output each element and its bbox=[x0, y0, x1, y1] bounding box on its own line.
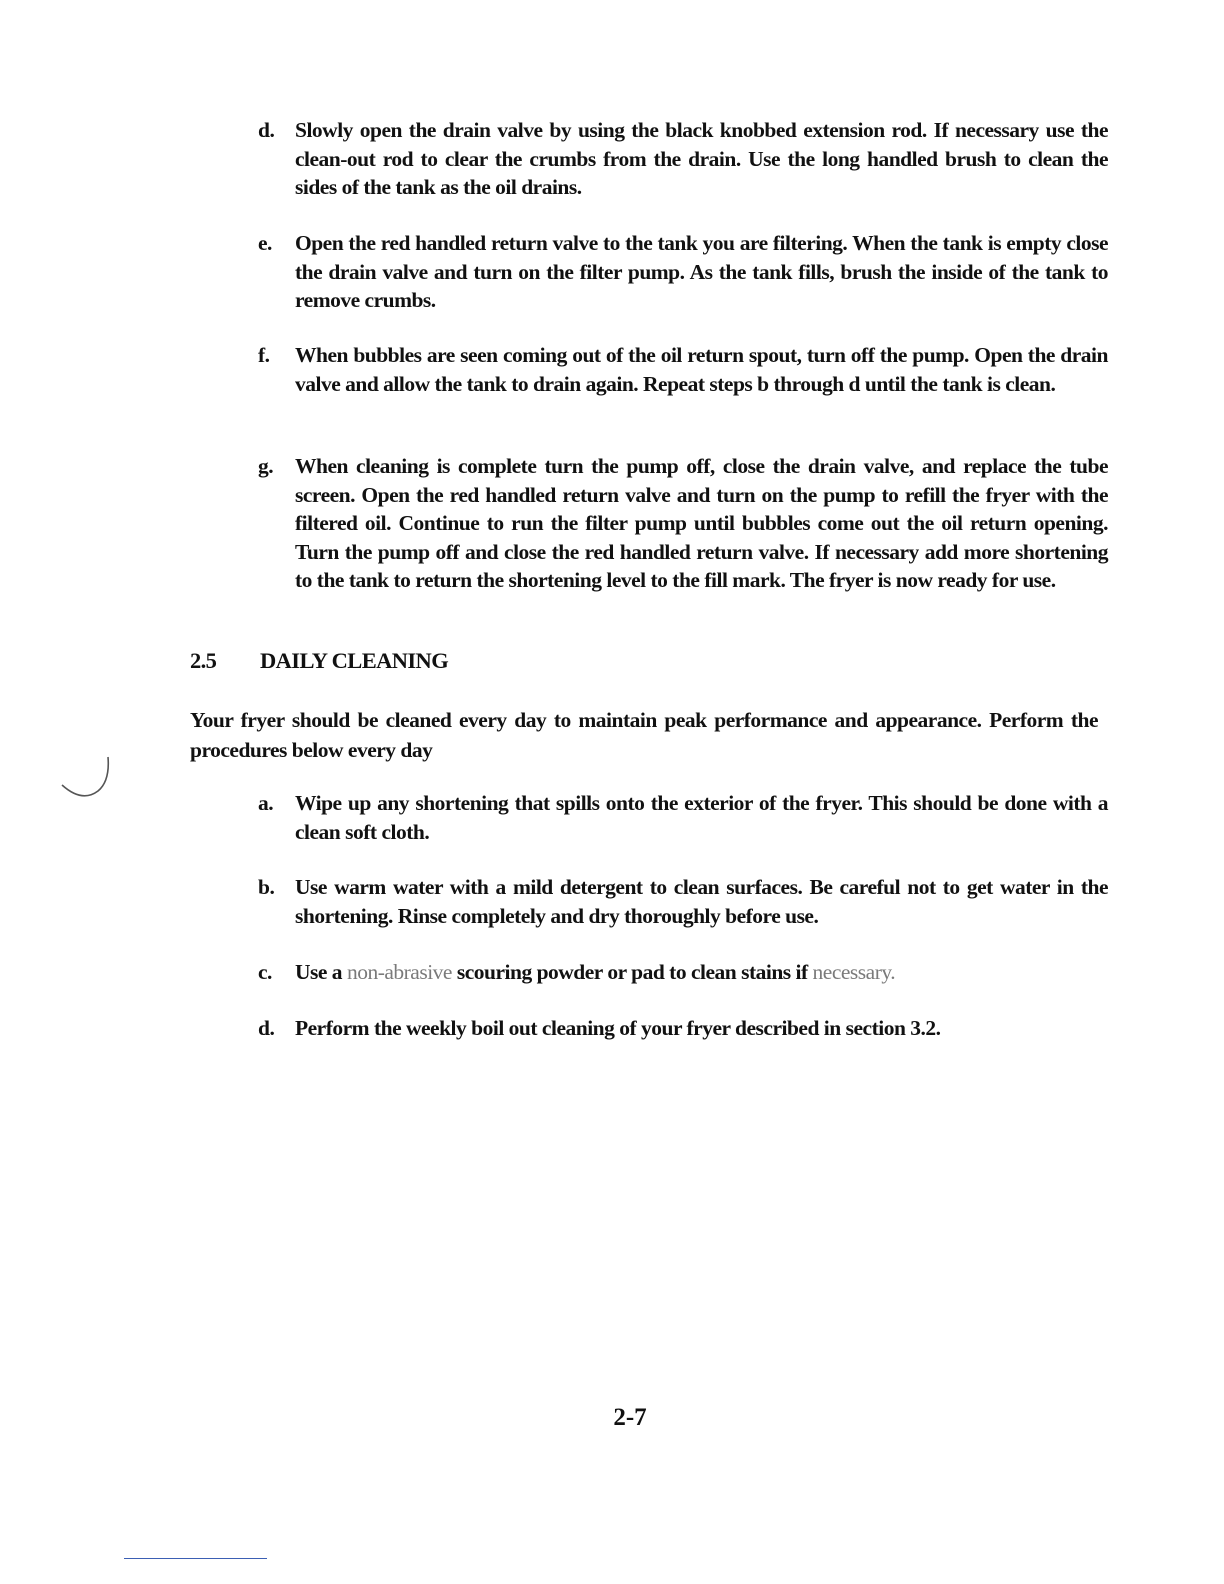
step-g-cleaning-complete bbox=[258, 452, 1108, 595]
step-d-drain-valve bbox=[258, 116, 1108, 202]
step-marker: c. bbox=[258, 960, 272, 984]
step-e-return-valve bbox=[258, 229, 1108, 315]
step-text-part: Use a bbox=[295, 960, 347, 984]
step-marker: f. bbox=[258, 343, 270, 367]
step-marker: a. bbox=[258, 791, 274, 815]
step-text-faded: non-abrasive bbox=[346, 960, 452, 984]
step-marker: d. bbox=[258, 118, 275, 142]
step-text: Slowly open the drain valve by using the black knobbed extension rod. If necessary use the clean-out rod to clear the crumbs from the drain. Use the long handled brush to clean the sides of the tank as the oil drains. bbox=[295, 118, 1108, 199]
step-text: Use warm water with a mild detergent to clean surfaces. Be careful not to get water in the shortening. Rinse completely and dry thoroughly before use. bbox=[295, 875, 1108, 928]
step-text-part: scouring powder or pad to clean stains if bbox=[451, 960, 813, 984]
step-marker: d. bbox=[258, 1016, 275, 1040]
step-text: Wipe up any shortening that spills onto the exterior of the fryer. This should be done with a clean soft cloth. bbox=[295, 791, 1108, 844]
step-f-bubbles bbox=[258, 341, 1108, 398]
step-text bbox=[295, 958, 1108, 987]
step-text: When bubbles are seen coming out of the oil return spout, turn off the pump. Open the drain valve and allow the tank to drain again. Repeat steps b through d until the tank is clean. bbox=[295, 343, 1108, 396]
daily-step-b-warm-water bbox=[258, 873, 1108, 930]
section-title: DAILY CLEANING bbox=[260, 648, 449, 673]
section-intro: Your fryer should be cleaned every day to maintain peak performance and appearance. Perform the procedures below every day bbox=[190, 708, 1098, 762]
step-text: When cleaning is complete turn the pump off, close the drain valve, and replace the tube screen. Open the red handled return valve and turn on the pump to refill the fryer with the filtered oil. Continue to run the filter pump until bubbles come out the oil return opening. Turn the pump off and close the red handled return valve. If necessary add more shortening to the tank to return the shortening level to the fill mark. The fryer is now ready for use. bbox=[295, 454, 1108, 592]
section-number: 2.5 bbox=[190, 648, 217, 673]
step-marker: g. bbox=[258, 454, 274, 478]
step-text: Open the red handled return valve to the tank you are filtering. When the tank is empty close the drain valve and turn on the filter pump. As the tank fills, brush the inside of the tank to remove crumbs. bbox=[295, 231, 1108, 312]
page-number: 2-7 bbox=[613, 1404, 647, 1431]
bottom-rule bbox=[124, 1558, 267, 1559]
step-text-faded: necessary. bbox=[812, 960, 896, 984]
step-text: Perform the weekly boil out cleaning of your fryer described in section 3.2. bbox=[295, 1016, 941, 1040]
daily-step-a-wipe bbox=[258, 789, 1108, 846]
daily-step-d-boil-out bbox=[258, 1014, 1108, 1043]
daily-step-c-scouring bbox=[258, 958, 1108, 987]
step-marker: e. bbox=[258, 231, 272, 255]
margin-arc-mark bbox=[60, 755, 116, 803]
step-marker: b. bbox=[258, 875, 275, 899]
